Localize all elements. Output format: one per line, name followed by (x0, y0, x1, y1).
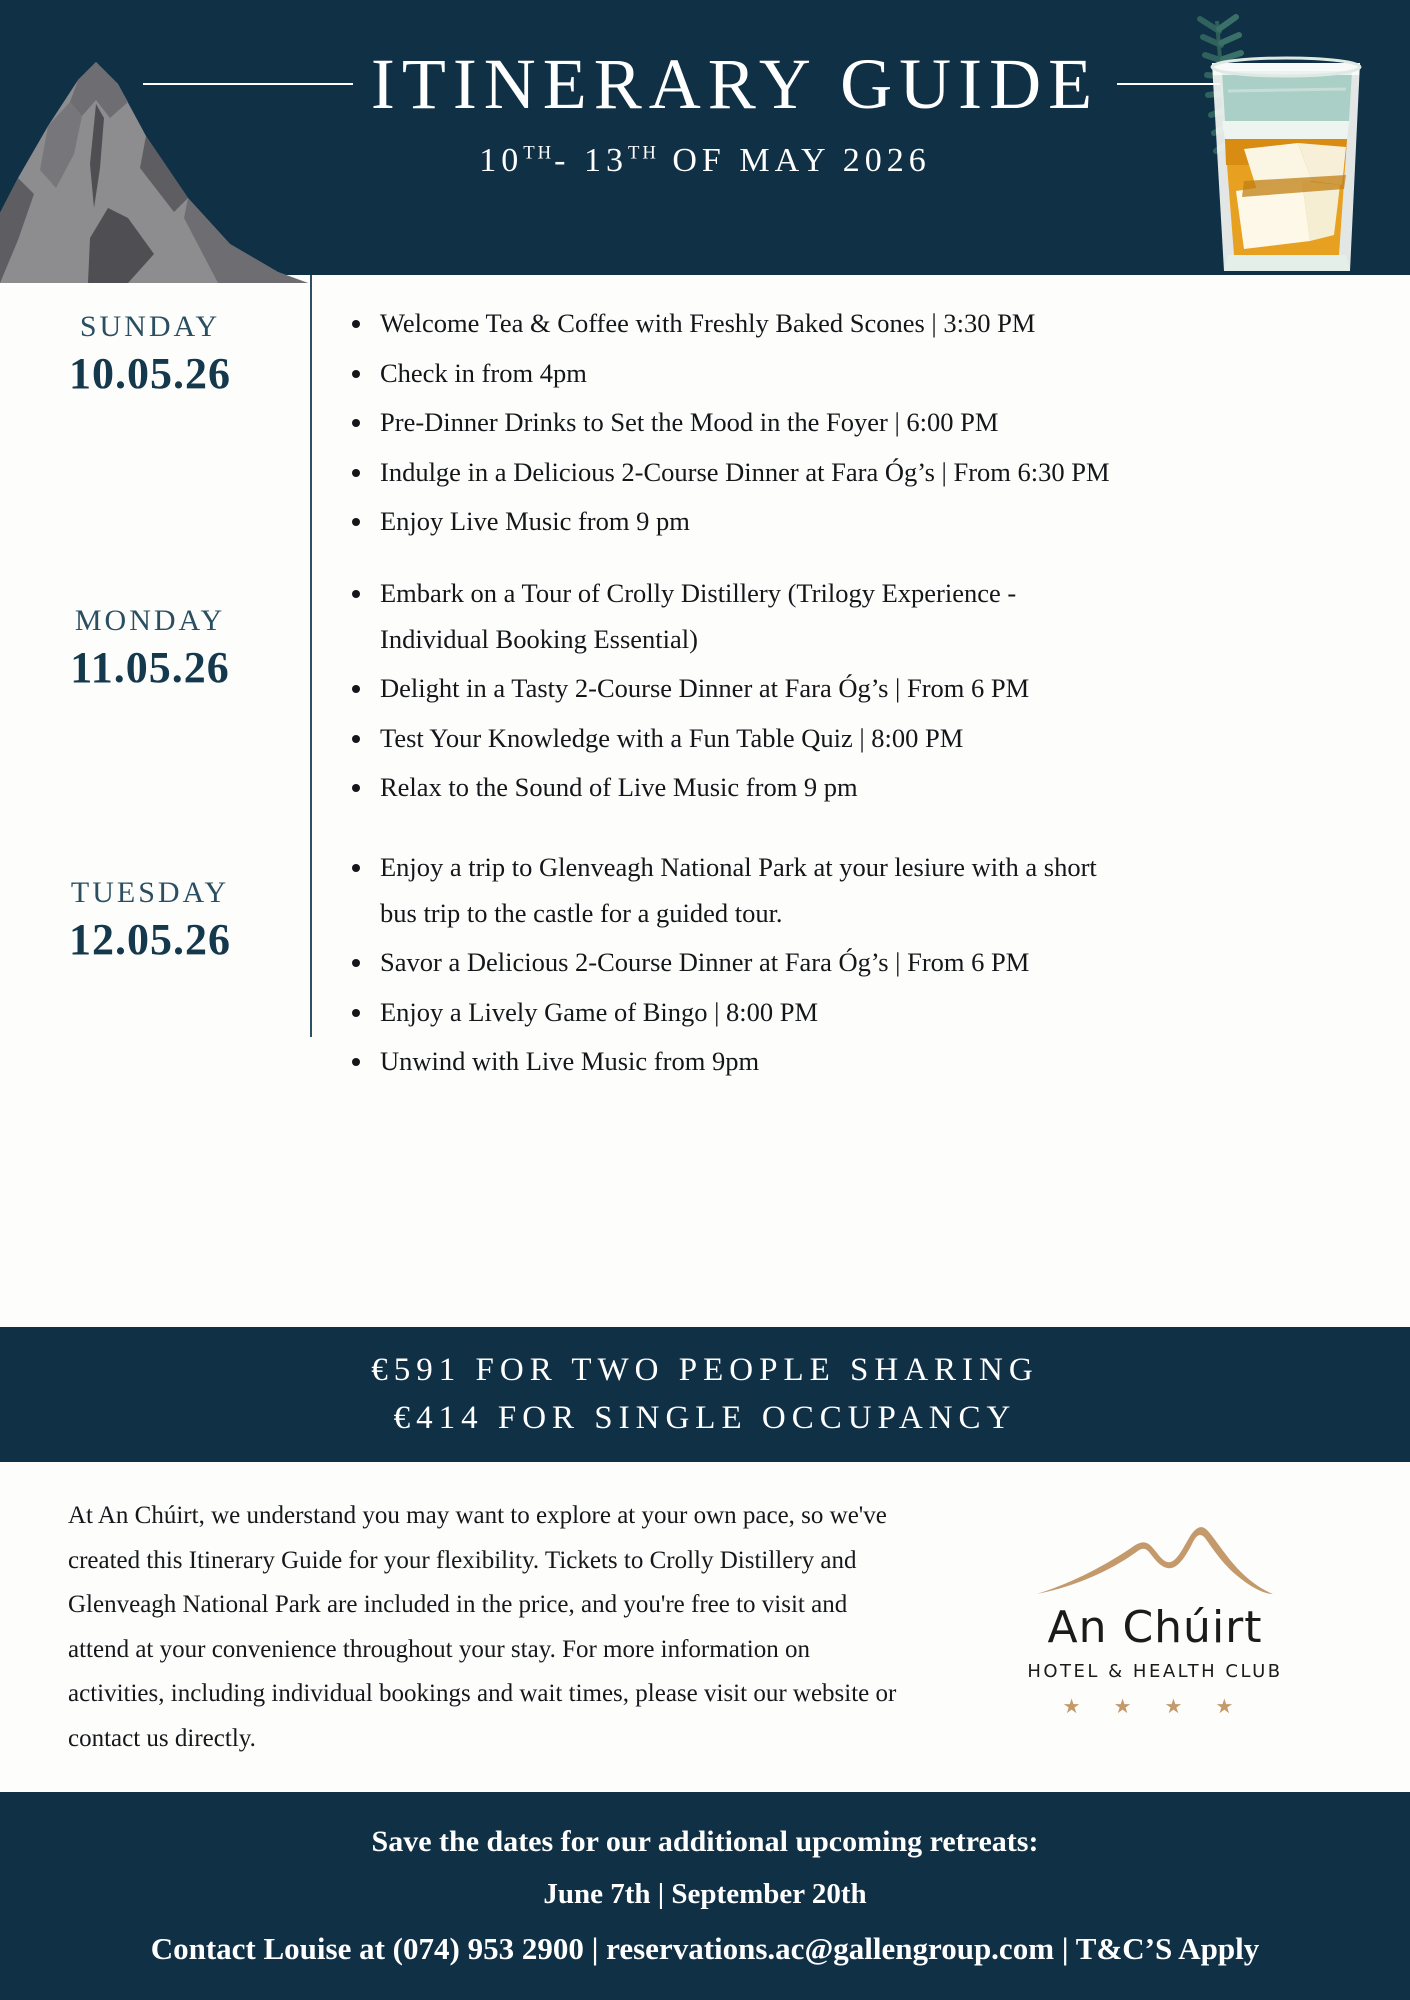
price-banner (0, 1327, 1410, 1462)
day-divider-sunday (310, 275, 312, 531)
footer-save-dates: Save the dates for our additional upcoming retreats: (371, 1825, 1039, 1859)
day-label-sunday (0, 301, 300, 549)
mountain-logo-icon (1035, 1520, 1275, 1598)
list-item: Enjoy Live Music from 9 pm (340, 499, 1410, 545)
day-label-tuesday (0, 845, 300, 1089)
brand-logo (900, 1462, 1410, 1792)
day-items-monday (300, 571, 1410, 815)
day-name: TUESDAY (70, 876, 230, 909)
header-banner (0, 0, 1410, 275)
date-separator: - (554, 142, 584, 179)
brand-subtitle: HOTEL & HEALTH CLUB (1027, 1661, 1283, 1682)
page-title: ITINERARY GUIDE (370, 44, 1100, 124)
brand-name: An Chúirt (1047, 1602, 1263, 1653)
list-item: Enjoy a trip to Glenveagh National Park at your lesiure with a short bus trip to the castle for a guided tour. (340, 845, 1130, 936)
date-from-ordinal: TH (523, 142, 555, 164)
day-block-tuesday (0, 845, 1410, 1089)
price-sharing: €591 FOR TWO PEOPLE SHARING (371, 1351, 1039, 1388)
day-divider-tuesday (310, 803, 312, 1037)
day-items-tuesday (300, 845, 1410, 1089)
day-divider-monday (310, 531, 312, 803)
star-rating-icon: ★ ★ ★ ★ (1062, 1696, 1248, 1718)
list-item: Welcome Tea & Coffee with Freshly Baked Scones | 3:30 PM (340, 301, 1410, 347)
day-label-monday (0, 571, 300, 815)
list-item: Indulge in a Delicious 2-Course Dinner at Fara Óg’s | From 6:30 PM (340, 450, 1410, 496)
list-item: Embark on a Tour of Crolly Distillery (Trilogy Experience - Individual Booking Essential) (340, 571, 1120, 662)
itinerary-body (0, 275, 1410, 1327)
cocktail-glass-illustration (1170, 5, 1400, 280)
list-item: Test Your Knowledge with a Fun Table Quiz | 8:00 PM (340, 716, 1120, 762)
day-date: 11.05.26 (70, 643, 230, 692)
list-item: Savor a Delicious 2-Course Dinner at Fara Óg’s | From 6 PM (340, 940, 1130, 986)
info-section (0, 1462, 1410, 1792)
list-item: Unwind with Live Music from 9pm (340, 1039, 1130, 1085)
day-name: SUNDAY (79, 310, 221, 343)
day-date: 12.05.26 (69, 915, 231, 964)
date-tail: OF MAY 2026 (658, 142, 931, 179)
day-name: MONDAY (74, 604, 226, 637)
list-item: Relax to the Sound of Live Music from 9 pm (340, 765, 1120, 811)
title-rule-left (143, 83, 353, 85)
list-item: Check in from 4pm (340, 351, 1410, 397)
date-to-ordinal: TH (627, 142, 659, 164)
list-item: Pre-Dinner Drinks to Set the Mood in the Foyer | 6:00 PM (340, 400, 1410, 446)
day-date: 10.05.26 (69, 349, 231, 398)
info-paragraph: At An Chúirt, we understand you may want to explore at your own pace, so we've created this Itinerary Guide for your flexibility. Tickets to Crolly Distillery and Glenveagh National Park are included in the price, and you're free to visit and attend at your convenience throughout your stay. For more information on activities, including individual bookings and wait times, please visit our website or contact us directly. (68, 1502, 897, 1752)
day-block-monday (0, 571, 1410, 815)
date-to-number: 13 (583, 142, 628, 179)
footer-dates: June 7th | September 20th (543, 1877, 867, 1910)
day-items-sunday (300, 301, 1410, 549)
list-item: Enjoy a Lively Game of Bingo | 8:00 PM (340, 990, 1130, 1036)
day-block-sunday (0, 301, 1410, 549)
date-from-number: 10 (479, 142, 524, 179)
footer-contact: Contact Louise at (074) 953 2900 | reservations.ac@gallengroup.com | T&C’S Apply (150, 1930, 1260, 1966)
price-single: €414 FOR SINGLE OCCUPANCY (393, 1399, 1017, 1436)
footer-banner (0, 1792, 1410, 2000)
list-item: Delight in a Tasty 2-Course Dinner at Fara Óg’s | From 6 PM (340, 666, 1120, 712)
